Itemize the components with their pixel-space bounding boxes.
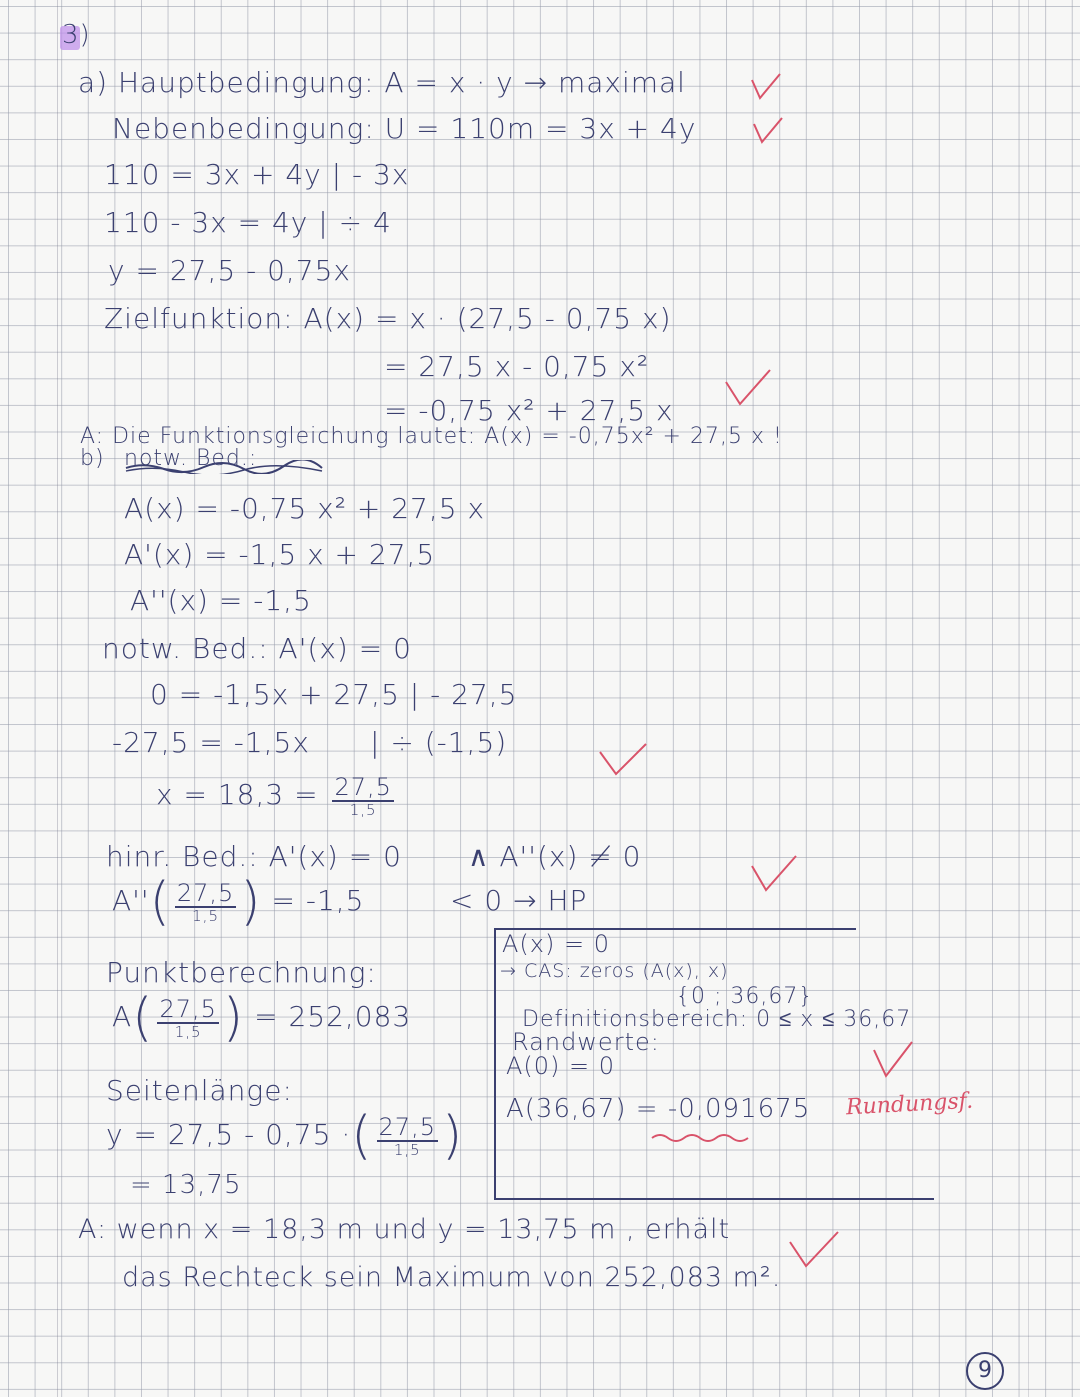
task-number: 3) — [62, 20, 91, 50]
seitenlaenge: Seitenlänge: — [106, 1074, 293, 1107]
sufficient-condition: hinr. Bed.: A'(x) = 0 — [106, 840, 402, 873]
check-mark-icon — [722, 368, 772, 408]
answer-b-line2: das Rechteck sein Maximum von 252,083 m². — [122, 1262, 782, 1293]
teacher-note: Rundungsf. — [845, 1088, 974, 1121]
part-b-label: b) — [80, 446, 105, 471]
zielfunktion: Zielfunktion: A(x) = x · (27,5 - 0,75 x) — [104, 302, 672, 335]
fraction — [377, 1114, 438, 1158]
error-underline-squiggle — [650, 1130, 760, 1144]
fraction — [332, 774, 393, 818]
check-mark-icon — [870, 1040, 914, 1080]
answer-a: A: Die Funktionsgleichung lautet: A(x) = -0,75x² + 27,5 x ! — [80, 424, 783, 449]
crossed-out-text: notw. Bed.: — [124, 446, 258, 471]
fraction-denominator: 1,5 — [174, 1023, 202, 1041]
check-mark-icon — [596, 742, 648, 778]
fraction-denominator: 1,5 — [349, 801, 377, 819]
box-line: A(x) = 0 — [502, 930, 610, 958]
check-mark-icon — [748, 854, 798, 894]
answer-b-line1: A: wenn x = 18,3 m und y = 13,75 m , erhält — [78, 1214, 731, 1245]
equation-line: -27,5 = -1,5x — [112, 726, 310, 759]
nebenbedingung: Nebenbedingung: U = 110m = 3x + 4y — [112, 112, 697, 145]
box-border-bottom — [494, 1198, 934, 1200]
fraction-numerator: 27,5 — [176, 879, 235, 907]
sufficient-condition-2: ∧ A''(x) ≠ 0 — [468, 840, 642, 873]
hauptbedingung: a) Hauptbedingung: A = x · y → maximal — [78, 66, 686, 99]
margin-line — [57, 0, 58, 1397]
page-number: 9 — [966, 1352, 1004, 1390]
function-a: A(x) = -0,75 x² + 27,5 x — [124, 492, 486, 525]
box-border-left — [494, 928, 496, 1200]
fraction-numerator: 27,5 — [159, 995, 217, 1023]
right-margin-line — [1028, 0, 1029, 1397]
box-line: Definitionsbereich: 0 ≤ x ≤ 36,67 — [522, 1007, 912, 1032]
fraction-denominator: 1,5 — [192, 907, 219, 925]
point-prefix: A — [112, 1000, 133, 1033]
fraction — [157, 996, 218, 1040]
fraction-numerator: 27,5 — [378, 1113, 436, 1141]
equation-line: 0 = -1,5x + 27,5 | - 27,5 — [150, 678, 518, 711]
box-line: A(36,67) = -0,091675 — [506, 1094, 811, 1124]
x-result — [156, 774, 398, 818]
fraction-denominator: 1,5 — [393, 1141, 421, 1159]
equation-line: 110 - 3x = 4y | ÷ 4 — [104, 206, 392, 239]
equation-line: y = 27,5 - 0,75x — [108, 254, 351, 287]
second-derivative: A''(x) = -1,5 — [130, 584, 312, 617]
necessary-condition: notw. Bed.: A'(x) = 0 — [102, 632, 412, 665]
equation-line: = -0,75 x² + 27,5 x — [384, 394, 674, 427]
fraction-numerator: 27,5 — [334, 773, 392, 801]
check-value: = -1,5 — [271, 884, 365, 917]
box-line: → CAS: zeros (A(x), x) — [500, 960, 729, 982]
box-line: Randwerte: — [512, 1028, 660, 1056]
equation-operation: | ÷ (-1,5) — [370, 726, 508, 759]
first-derivative: A'(x) = -1,5 x + 27,5 — [124, 538, 436, 571]
check-mark-icon — [786, 1230, 840, 1270]
check-mark-icon — [750, 116, 784, 146]
check-result: < 0 → HP — [450, 884, 588, 917]
equation-line: 110 = 3x + 4y | - 3x — [104, 158, 410, 191]
side-length-calc: y = 27,5 - 0,75 ·( $\frac{27,5}{1,5}$ ) — [106, 1106, 464, 1166]
second-derivative-check: A''( $\frac{27,5}{1,5}$ ) = -1,5 — [112, 872, 365, 932]
check-prefix: A'' — [112, 884, 150, 917]
box-line: {0 ; 36,67} — [676, 984, 814, 1009]
side-length-text: y = 27,5 - 0,75 · — [106, 1118, 352, 1151]
strike-through-scribble — [124, 460, 324, 474]
fraction — [175, 880, 236, 924]
side-length-result: = 13,75 — [130, 1170, 242, 1200]
equation-line: = 27,5 x - 0,75 x² — [384, 350, 650, 383]
box-line: A(0) = 0 — [506, 1052, 616, 1080]
x-result-text: x = 18,3 = — [156, 778, 319, 811]
point-calculation: A( $\frac{27,5}{1,5}$ ) = 252,083 — [112, 988, 412, 1048]
point-value: = 252,083 — [254, 1000, 412, 1033]
check-mark-icon — [748, 72, 782, 102]
punktberechnung: Punktberechnung: — [106, 956, 377, 989]
